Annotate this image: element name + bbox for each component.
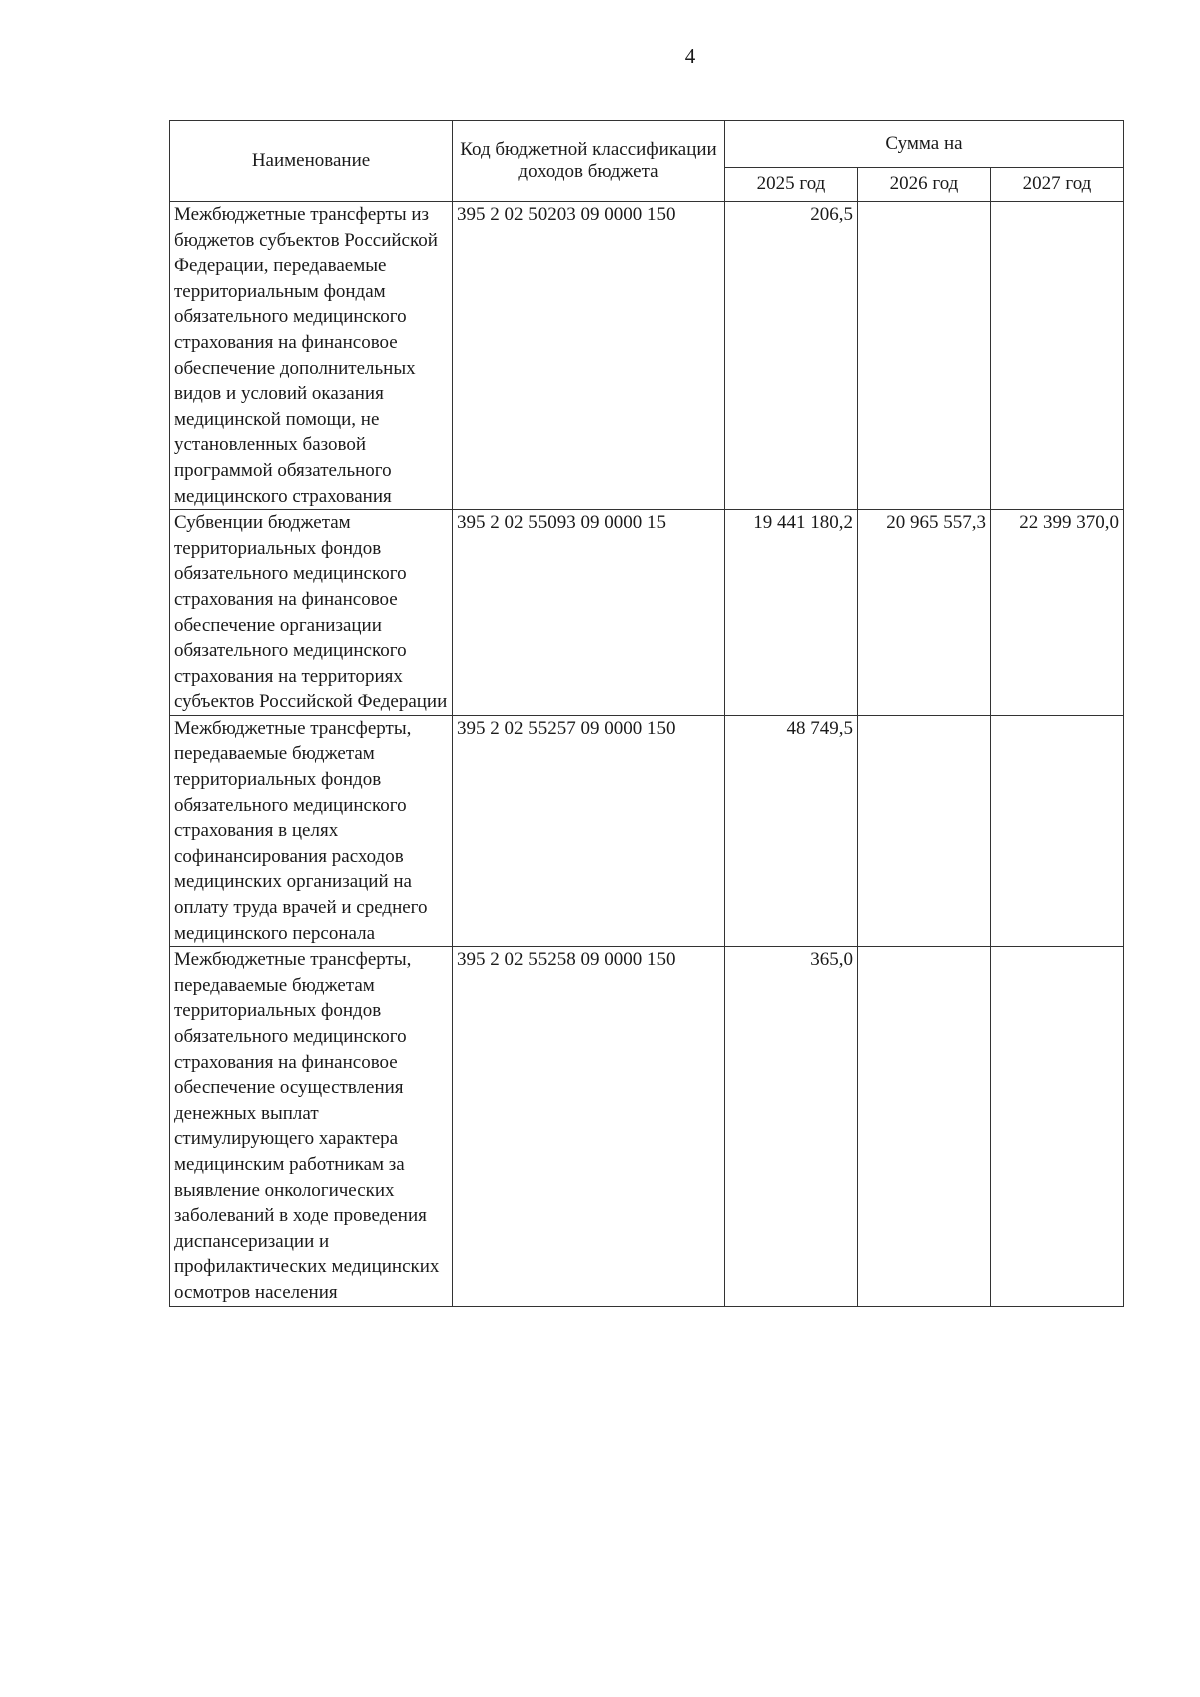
row-sum-2025: 19 441 180,2 — [725, 510, 858, 716]
row-sum-2026 — [858, 947, 991, 1306]
row-name: Субвенции бюджетам территориальных фондов обязательного медицинского страхования на финансовое обеспечение организации обязательного медицинского страхования на территориях субъектов Российской Федерации — [170, 510, 453, 716]
header-sum: Сумма на — [725, 121, 1124, 168]
row-sum-2027: 22 399 370,0 — [991, 510, 1124, 716]
table-header — [170, 121, 1124, 202]
row-sum-2027 — [991, 715, 1124, 946]
table-row — [170, 947, 1124, 1306]
row-sum-2026: 20 965 557,3 — [858, 510, 991, 716]
page-number: 4 — [684, 44, 696, 68]
row-sum-2026 — [858, 202, 991, 510]
header-name: Наименование — [170, 121, 453, 202]
row-sum-2026 — [858, 715, 991, 946]
header-year-2025: 2025 год — [725, 167, 858, 201]
table-row — [170, 202, 1124, 510]
row-name: Межбюджетные трансферты из бюджетов субъектов Российской Федерации, передаваемые территориальным фондам обязательного медицинского страхования на финансовое обеспечение дополнительных видов и условий оказания медицинской помощи, не установленных базовой программой обязательного медицинского страхования — [170, 202, 453, 510]
row-sum-2025: 206,5 — [725, 202, 858, 510]
row-code: 395 2 02 55093 09 0000 15 — [453, 510, 725, 716]
table-row — [170, 715, 1124, 946]
table-row — [170, 510, 1124, 716]
header-code: Код бюджетной классификации доходов бюджета — [453, 121, 725, 202]
row-code: 395 2 02 55257 09 0000 150 — [453, 715, 725, 946]
header-year-2027: 2027 год — [991, 167, 1124, 201]
row-code: 395 2 02 55258 09 0000 150 — [453, 947, 725, 1306]
row-sum-2027 — [991, 947, 1124, 1306]
row-name: Межбюджетные трансферты, передаваемые бюджетам территориальных фондов обязательного медицинского страхования в целях софинансирования расходов медицинских организаций на оплату труда врачей и среднего медицинского персонала — [170, 715, 453, 946]
row-sum-2027 — [991, 202, 1124, 510]
budget-revenue-table — [169, 120, 1124, 1307]
row-sum-2025: 365,0 — [725, 947, 858, 1306]
row-code: 395 2 02 50203 09 0000 150 — [453, 202, 725, 510]
row-name: Межбюджетные трансферты, передаваемые бюджетам территориальных фондов обязательного медицинского страхования на финансовое обеспечение осуществления денежных выплат стимулирующего характера медицинским работникам за выявление онкологических заболеваний в ходе проведения диспансеризации и профилактических медицинских осмотров населения — [170, 947, 453, 1306]
row-sum-2025: 48 749,5 — [725, 715, 858, 946]
header-year-2026: 2026 год — [858, 167, 991, 201]
